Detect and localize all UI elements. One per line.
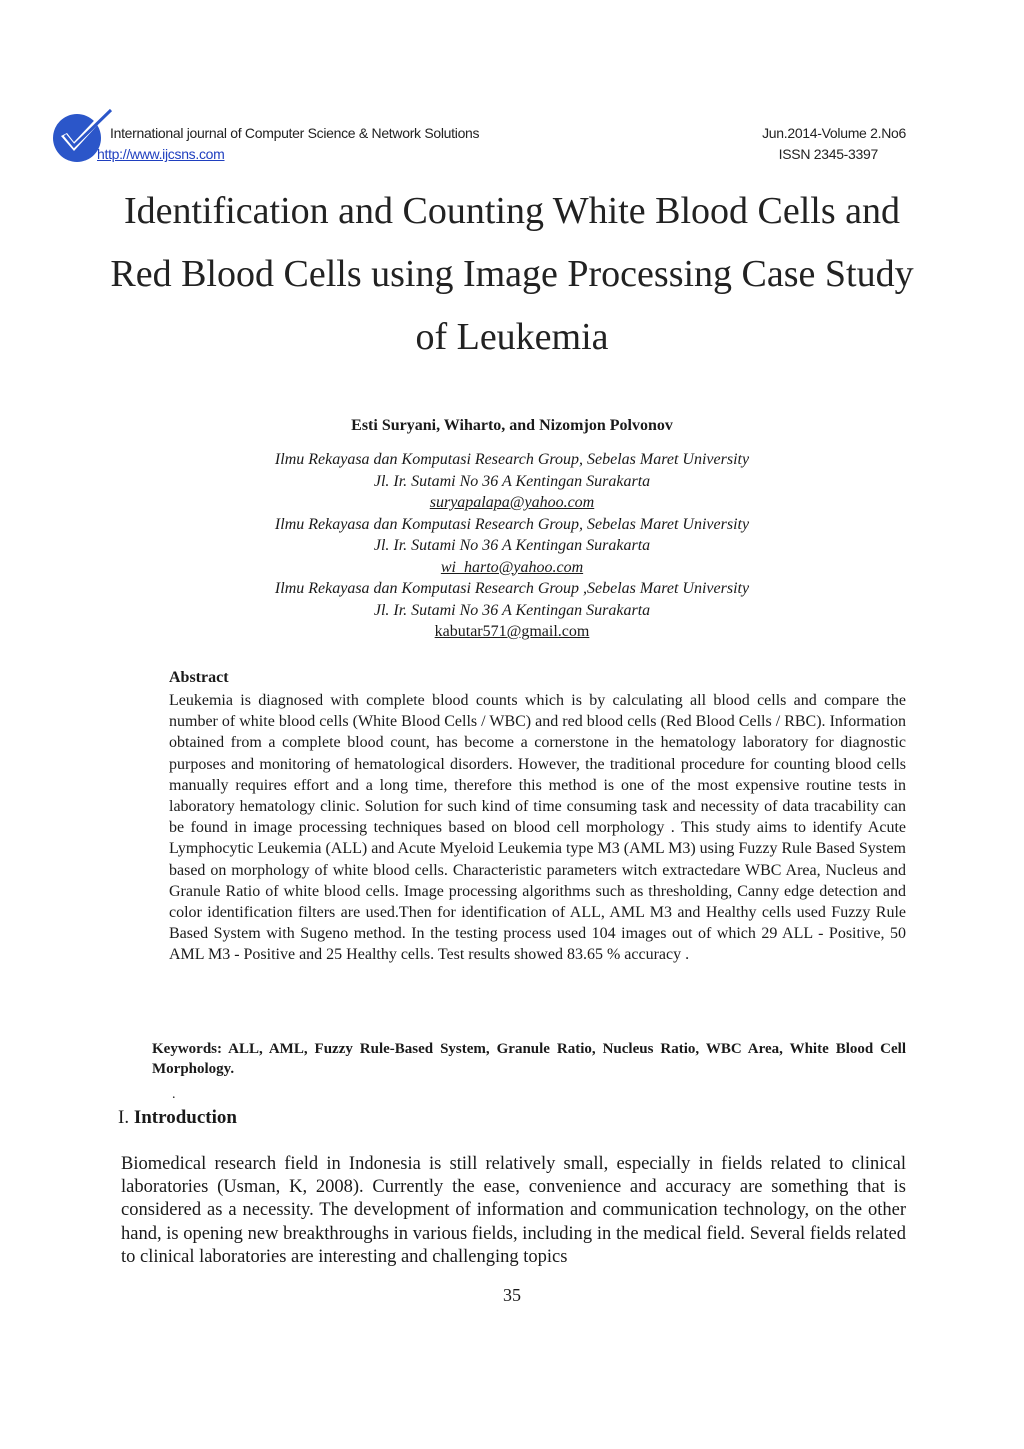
abstract-body: Leukemia is diagnosed with complete blood counts which is by calculating all blood cells and compare the number of white blood cells (White Blood Cells / WBC) and red blood cells (Red Blood Cells / RBC). Information obtained from a complete blood count, has become a cornerstone in the hematology laboratory for diagnostic purposes and monitoring of hematological disorders. However, the traditional procedure for counting blood cells manually requires effort and a long time, therefore this method is one of the most expensive routine tests in laboratory hematology clinic. Solution for such kind of time consuming task and necessity of data tracability can be found in image processing techniques based on blood cell morphology . This study aims to identify Acute Lymphocytic Leukemia (ALL) and Acute Myeloid Leukemia type M3 (AML M3) using Fuzzy Rule Based System based on morphology of white blood cells. Characteristic parameters witch extractedare WBC Area, Nucleus and Granule Ratio of white blood cells. Image processing algorithms such as thresholding, Canny edge detection and color identification filters are used.Then for identification of ALL, AML M3 and Healthy cells used Fuzzy Rule Based System with Sugeno method. In the testing process used 104 images out of which 29 ALL - Positive, 50 AML M3 - Positive and 25 Healthy cells. Test results showed 83.65 % accuracy . (169, 692, 906, 964)
title-line: Red Blood Cells using Image Processing Case Study (110, 253, 914, 295)
header-issn: ISSN 2345-3397 (778, 146, 878, 162)
author-email-link[interactable]: wi_harto@yahoo.com (440, 558, 584, 576)
author-email-link[interactable]: suryapalapa@yahoo.com (429, 494, 595, 511)
affiliation-address: Jl. Ir. Sutami No 36 A Kentingan Surakarta (373, 601, 651, 619)
affiliation-group: Ilmu Rekayasa dan Komputasi Research Group ,Sebelas Maret University (274, 580, 750, 597)
header-journal-url-link[interactable]: http://www.ijcsns.com (97, 146, 225, 162)
section-number: I. (118, 1107, 130, 1128)
affiliation-address: Jl. Ir. Sutami No 36 A Kentingan Surakarta (373, 537, 651, 554)
affiliation-group: Ilmu Rekayasa dan Komputasi Research Group, Sebelas Maret University (274, 515, 750, 533)
author-email-link[interactable]: kabutar571@gmail.com (434, 623, 590, 640)
authors: Esti Suryani, Wiharto, and Nizomjon Polvonov (351, 417, 673, 434)
affiliation-address: Jl. Ir. Sutami No 36 A Kentingan Surakarta (373, 472, 651, 490)
header-journal-name: International journal of Computer Science & Network Solutions (110, 125, 480, 141)
section-heading (118, 1107, 237, 1129)
title-line: Identification and Counting White Blood Cells and (123, 190, 901, 232)
section-title: Introduction (133, 1107, 237, 1128)
page-number: 35 (503, 1285, 521, 1305)
keywords: Keywords: ALL, AML, Fuzzy Rule-Based System, Granule Ratio, Nucleus Ratio, WBC Area, White Blood Cell Morphology. (152, 1041, 906, 1077)
title-line: of Leukemia (415, 316, 609, 358)
paper-title (90, 180, 934, 369)
introduction-paragraph: Biomedical research field in Indonesia is still relatively small, especially in fields related to clinical laboratories (Usman, K, 2008). Currently the ease, convenience and accuracy are something that is considered as a necessity. The development of information and communication technology, on the other hand, is opening new breakthroughs in various fields, including in the medical field. Several fields related to clinical laboratories are interesting and challenging topics (121, 1154, 906, 1267)
abstract-heading: Abstract (169, 669, 229, 686)
header-volume: Jun.2014-Volume 2.No6 (762, 125, 906, 141)
affiliations (0, 449, 1024, 643)
stray-dot: . (172, 1087, 176, 1102)
affiliation-group: Ilmu Rekayasa dan Komputasi Research Group, Sebelas Maret University (274, 451, 750, 468)
